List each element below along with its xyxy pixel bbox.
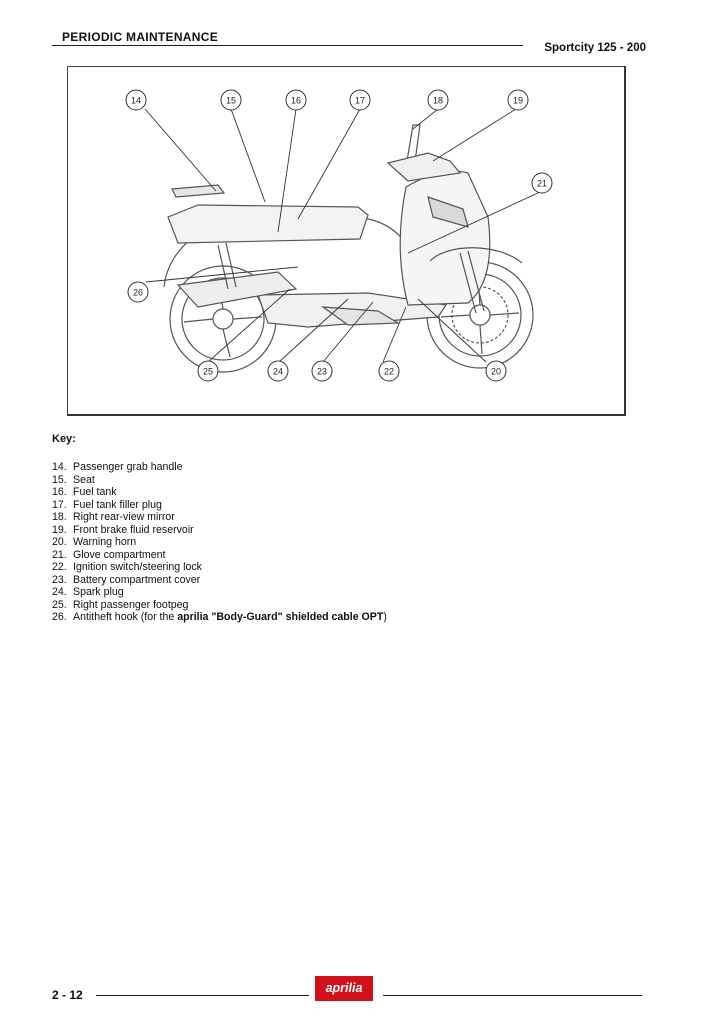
key-item [52,486,387,499]
callout-15 [221,90,241,110]
svg-text:18: 18 [432,95,444,106]
key-item-text: Right rear-view mirror [73,511,175,523]
svg-text:21: 21 [536,178,548,189]
callout-17 [350,90,370,110]
key-item [52,461,387,474]
key-item-number: 15. [52,473,67,486]
svg-text:15: 15 [225,95,237,106]
callout-19 [508,90,528,110]
key-item-text: Right passenger footpeg [73,598,189,611]
footer-rule-right [383,995,642,996]
key-item-number: 17. [52,498,67,511]
key-item-text: Passenger grab handle [73,461,183,473]
svg-text:19: 19 [512,95,524,106]
key-item-number: 24. [52,586,67,598]
svg-text:14: 14 [130,95,142,106]
key-item-text: Front brake fluid reservoir [73,523,194,536]
callout-25 [198,361,218,381]
key-heading: Key: [52,433,76,445]
callout-16 [286,90,306,110]
callout-18 [428,90,448,110]
key-item [52,561,387,574]
key-item [52,524,387,537]
key-item [52,474,387,487]
svg-text:26: 26 [132,287,144,298]
callout-26 [128,282,148,302]
svg-text:23: 23 [316,366,328,377]
key-item [52,586,387,599]
key-item-number: 21. [52,548,67,561]
callout-22 [379,361,399,381]
callout-21 [532,173,552,193]
key-item-text: Fuel tank [73,486,117,498]
key-item-text: Spark plug [73,586,124,598]
page-number: 2 - 12 [52,988,83,1002]
key-item-text: Fuel tank filler plug [73,498,162,511]
aprilia-logo: aprilia [315,976,373,1001]
key-item [52,599,387,612]
key-item-text-bold: aprilia "Body-Guard" shielded cable OPT [177,611,384,623]
header-rule [52,45,523,46]
key-list [52,461,387,624]
key-item-number: 26. [52,611,67,623]
key-item-text: Glove compartment [73,548,166,561]
key-item-number: 18. [52,511,67,523]
key-item [52,611,387,624]
key-item-text: Warning horn [73,536,137,548]
footer-rule-left [96,995,309,996]
key-item-number: 19. [52,523,67,536]
section-title: PERIODIC MAINTENANCE [62,30,219,44]
svg-text:24: 24 [272,366,284,377]
callout-23 [312,361,332,381]
key-item [52,511,387,524]
svg-text:16: 16 [290,95,302,106]
key-item-text: Ignition switch/steering lock [73,561,202,573]
key-item [52,499,387,512]
key-item-number: 23. [52,573,67,586]
callout-24 [268,361,288,381]
key-item [52,536,387,549]
key-item-number: 16. [52,486,67,498]
key-item-number: 14. [52,461,67,473]
svg-text:22: 22 [383,366,395,377]
scooter-diagram [67,66,626,416]
key-item-text: Seat [73,473,95,486]
key-item [52,574,387,587]
svg-text:25: 25 [202,366,214,377]
svg-text:17: 17 [354,95,366,106]
key-item-number: 20. [52,536,67,548]
model-title: Sportcity 125 - 200 [544,42,646,54]
key-item-number: 25. [52,598,67,611]
key-item [52,549,387,562]
key-item-number: 22. [52,561,67,573]
key-item-text-before: Antitheft hook (for the [73,611,178,623]
svg-text:20: 20 [490,366,502,377]
callout-14 [126,90,146,110]
key-item-text-after: ) [383,611,387,623]
key-item-text: Battery compartment cover [73,573,201,586]
callout-20 [486,361,506,381]
scooter-drawing [68,67,624,414]
